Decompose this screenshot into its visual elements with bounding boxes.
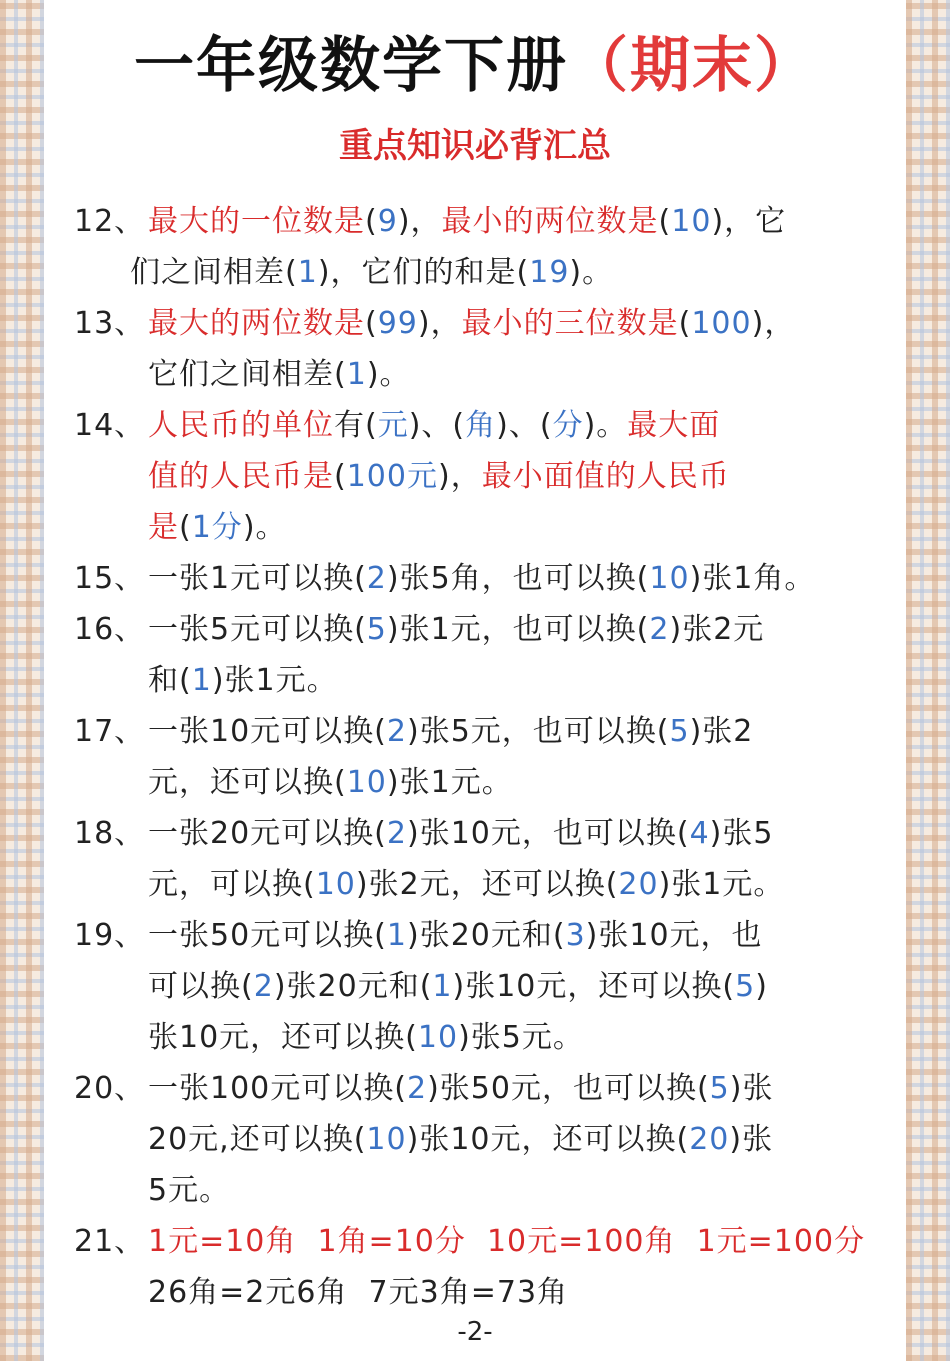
title-accent: （期末） bbox=[568, 31, 816, 101]
list-item-19 bbox=[74, 910, 894, 1063]
list-item-13 bbox=[74, 298, 894, 400]
item-line: 和(1)张1元。 bbox=[148, 663, 338, 698]
page-title bbox=[44, 18, 906, 104]
plaid-border-left bbox=[0, 0, 44, 1361]
item-line: 可以换(2)张20元和(1)张10元，还可以换(5) bbox=[148, 969, 768, 1004]
item-line: 最大的一位数是(9)，最小的两位数是(10)，它 bbox=[148, 204, 787, 239]
item-line: 元，还可以换(10)张1元。 bbox=[148, 765, 513, 800]
item-line: 是(1分)。 bbox=[148, 510, 287, 545]
item-line: 它们之间相差(1)。 bbox=[148, 357, 411, 392]
title-main: 一年级数学下册 bbox=[134, 31, 568, 101]
item-line: 张10元，还可以换(10)张5元。 bbox=[148, 1020, 584, 1055]
item-line: 最大的两位数是(99)，最小的三位数是(100)， bbox=[148, 306, 796, 341]
item-number: 18、 bbox=[74, 816, 146, 851]
item-line: 5元。 bbox=[148, 1173, 231, 1208]
list-item-20 bbox=[74, 1063, 894, 1216]
item-number: 20、 bbox=[74, 1071, 146, 1106]
item-number: 12、 bbox=[74, 204, 146, 239]
item-line: 一张5元可以换(5)张1元，也可以换(2)张2元 bbox=[148, 612, 765, 647]
item-line: 一张50元可以换(1)张20元和(3)张10元，也 bbox=[148, 918, 763, 953]
item-line: 一张20元可以换(2)张10元，也可以换(4)张5 bbox=[148, 816, 774, 851]
item-line: 一张10元可以换(2)张5元，也可以换(5)张2 bbox=[148, 714, 754, 749]
item-number: 21、 bbox=[74, 1224, 146, 1259]
page-number: -2- bbox=[457, 1317, 493, 1347]
document-page bbox=[44, 0, 906, 1361]
item-number: 14、 bbox=[74, 408, 146, 443]
list-item-16 bbox=[74, 604, 894, 706]
list-item-17 bbox=[74, 706, 894, 808]
item-line: 一张1元可以换(2)张5角，也可以换(10)张1角。 bbox=[148, 561, 816, 596]
list-item-21 bbox=[74, 1216, 894, 1318]
item-number: 13、 bbox=[74, 306, 146, 341]
item-number: 15、 bbox=[74, 561, 146, 596]
item-line: 值的人民币是(100元)，最小面值的人民币 bbox=[148, 459, 730, 494]
list-item-18 bbox=[74, 808, 894, 910]
knowledge-list bbox=[74, 196, 894, 1318]
list-item-12 bbox=[74, 196, 894, 298]
list-item-14 bbox=[74, 400, 894, 553]
item-number: 19、 bbox=[74, 918, 146, 953]
item-line: 元，可以换(10)张2元，还可以换(20)张1元。 bbox=[148, 867, 785, 902]
item-number: 17、 bbox=[74, 714, 146, 749]
item-line: 1元=10角 1角=10分 10元=100角 1元=100分 bbox=[148, 1224, 866, 1259]
page-subtitle: 重点知识必背汇总 bbox=[339, 126, 611, 166]
item-line: 20元,还可以换(10)张10元，还可以换(20)张 bbox=[148, 1122, 774, 1157]
item-line: 26角=2元6角 7元3角=73角 bbox=[148, 1275, 569, 1310]
item-line: 一张100元可以换(2)张50元，也可以换(5)张 bbox=[148, 1071, 774, 1106]
item-line: 人民币的单位有(元)、(角)、(分)。最大面 bbox=[148, 408, 721, 443]
list-item-15 bbox=[74, 553, 894, 604]
item-line: 们之间相差(1)，它们的和是(19)。 bbox=[130, 255, 614, 290]
item-number: 16、 bbox=[74, 612, 146, 647]
plaid-border-right bbox=[906, 0, 950, 1361]
